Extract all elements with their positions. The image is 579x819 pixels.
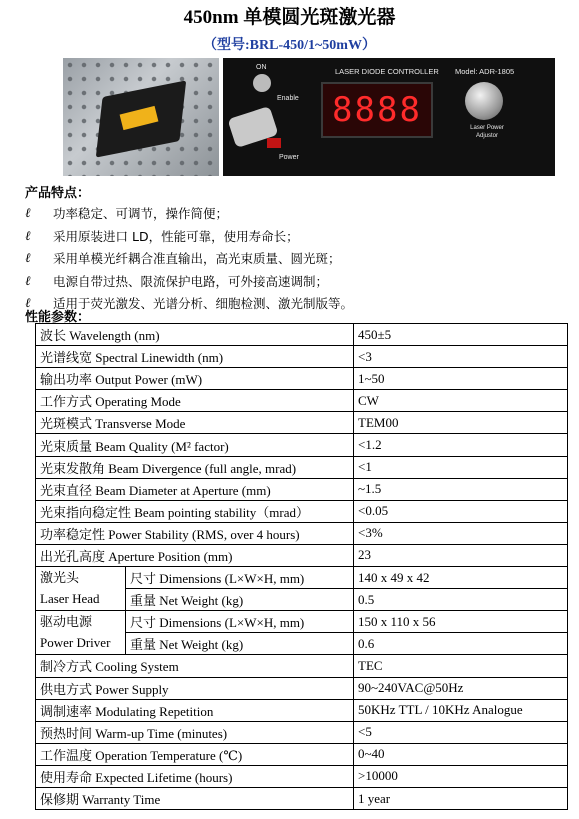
spec-label: 使用寿命 Expected Lifetime (hours) [36, 765, 354, 787]
spec-table [35, 323, 568, 810]
knob-label: Laser Power Adjustor [470, 125, 504, 139]
spec-value: 1~50 [354, 368, 568, 390]
power-label: Power [279, 154, 299, 161]
spec-value: 140 x 49 x 42 [354, 567, 568, 589]
spec-label: 调制速率 Modulating Repetition [36, 699, 354, 721]
feature-text: 采用原装进口 LD，性能可靠，使用寿命长； [53, 228, 299, 244]
spec-value: 150 x 110 x 56 [354, 611, 568, 633]
spec-value: CW [354, 390, 568, 412]
page-title: 450nm 单模圆光斑激光器 [183, 7, 396, 28]
spec-label: 供电方式 Power Supply [36, 677, 354, 699]
spec-row [36, 522, 568, 544]
feature-text: 电源自带过热、限流保护电路，可外接高速调制； [53, 273, 329, 289]
spec-label: 输出功率 Output Power (mW) [36, 368, 354, 390]
controller-model: Model: ADR-1805 [455, 67, 515, 76]
spec-value: 0.5 [354, 589, 568, 611]
spec-row [36, 544, 568, 566]
features-heading: 产品特点： [25, 186, 91, 201]
feature-item [25, 226, 565, 249]
laser-head-photo [63, 58, 219, 176]
switch-on-label: ON [256, 64, 267, 71]
spec-value: <3 [354, 346, 568, 368]
spec-row [36, 324, 568, 346]
spec-value: TEM00 [354, 412, 568, 434]
product-photos [63, 58, 555, 176]
spec-value: 90~240VAC@50Hz [354, 677, 568, 699]
features-list [25, 203, 565, 316]
spec-value: <5 [354, 721, 568, 743]
spec-label: 光束直径 Beam Diameter at Aperture (mm) [36, 478, 354, 500]
enable-label: Enable [277, 95, 299, 102]
group-label [36, 611, 126, 655]
bullet-icon: ℓ [25, 273, 31, 289]
spec-label: 波长 Wavelength (nm) [36, 324, 354, 346]
spec-row [36, 412, 568, 434]
bullet-icon: ℓ [25, 206, 31, 221]
feature-item [25, 248, 565, 271]
controller-photo [223, 58, 555, 176]
spec-row [36, 368, 568, 390]
group-label-cn: 激光头 [40, 570, 80, 586]
key-switch-icon [253, 74, 271, 92]
spec-label: 光谱线宽 Spectral Linewidth (nm) [36, 346, 354, 368]
spec-heading: 性能参数： [25, 310, 91, 325]
feature-text: 采用单模光纤耦合准直输出，高光束质量、圆光斑； [53, 251, 341, 266]
spec-row [36, 478, 568, 500]
spec-row [36, 765, 568, 787]
model-subtitle: （型号:BRL-450/1~50mW） [203, 38, 376, 53]
spec-label: 重量 Net Weight (kg) [126, 589, 354, 611]
spec-label: 重量 Net Weight (kg) [126, 633, 354, 655]
spec-label: 出光孔高度 Aperture Position (mm) [36, 544, 354, 566]
spec-value: 1 year [354, 787, 568, 809]
bullet-icon: ℓ [25, 296, 31, 311]
power-knob-icon [465, 82, 503, 120]
spec-row [36, 390, 568, 412]
spec-label: 制冷方式 Cooling System [36, 655, 354, 677]
spec-row [36, 346, 568, 368]
feature-item [25, 203, 565, 226]
spec-label: 光束发散角 Beam Divergence (full angle, mrad) [36, 456, 354, 478]
feature-item [25, 271, 565, 294]
feature-text: 适用于荧光激发、光谱分析、细胞检测、激光制版等。 [53, 296, 354, 311]
spec-value: ~1.5 [354, 478, 568, 500]
spec-row [36, 677, 568, 699]
led-display: 8888 [321, 82, 433, 138]
feature-item [25, 293, 565, 316]
spec-row [36, 721, 568, 743]
spec-value: <1 [354, 456, 568, 478]
spec-row [36, 456, 568, 478]
spec-value: <1.2 [354, 434, 568, 456]
controller-name: LASER DIODE CONTROLLER [335, 67, 439, 76]
spec-label: 工作温度 Operation Temperature (℃) [36, 743, 354, 765]
spec-label: 预热时间 Warm-up Time (minutes) [36, 721, 354, 743]
spec-label: 功率稳定性 Power Stability (RMS, over 4 hours) [36, 522, 354, 544]
spec-label: 保修期 Warranty Time [36, 787, 354, 809]
spec-value: 23 [354, 544, 568, 566]
spec-value: <0.05 [354, 500, 568, 522]
spec-label: 工作方式 Operating Mode [36, 390, 354, 412]
spec-row [36, 611, 568, 633]
spec-value: 0~40 [354, 743, 568, 765]
spec-value: 450±5 [354, 324, 568, 346]
spec-row [36, 743, 568, 765]
spec-value: >10000 [354, 765, 568, 787]
spec-label: 尺寸 Dimensions (L×W×H, mm) [126, 567, 354, 589]
spec-label: 光束指向稳定性 Beam pointing stability（mrad） [36, 500, 354, 522]
spec-value: <3% [354, 522, 568, 544]
group-label-cn: 驱动电源 [40, 614, 93, 630]
spec-row [36, 787, 568, 809]
group-label-en: Laser Head [40, 591, 100, 607]
spec-value: TEC [354, 655, 568, 677]
spec-row [36, 500, 568, 522]
feature-text: 功率稳定、可调节，操作简便； [53, 206, 229, 221]
spec-label: 尺寸 Dimensions (L×W×H, mm) [126, 611, 354, 633]
bullet-icon: ℓ [25, 251, 31, 266]
spec-row [36, 567, 568, 589]
bullet-icon: ℓ [25, 228, 31, 244]
spec-row [36, 434, 568, 456]
group-label-en: Power Driver [40, 635, 111, 651]
spec-row [36, 699, 568, 721]
spec-label: 光束质量 Beam Quality (M² factor) [36, 434, 354, 456]
key-tag-icon [267, 138, 281, 148]
spec-value: 50KHz TTL / 10KHz Analogue [354, 699, 568, 721]
spec-label: 光斑模式 Transverse Mode [36, 412, 354, 434]
spec-row [36, 655, 568, 677]
spec-value: 0.6 [354, 633, 568, 655]
group-label [36, 567, 126, 611]
